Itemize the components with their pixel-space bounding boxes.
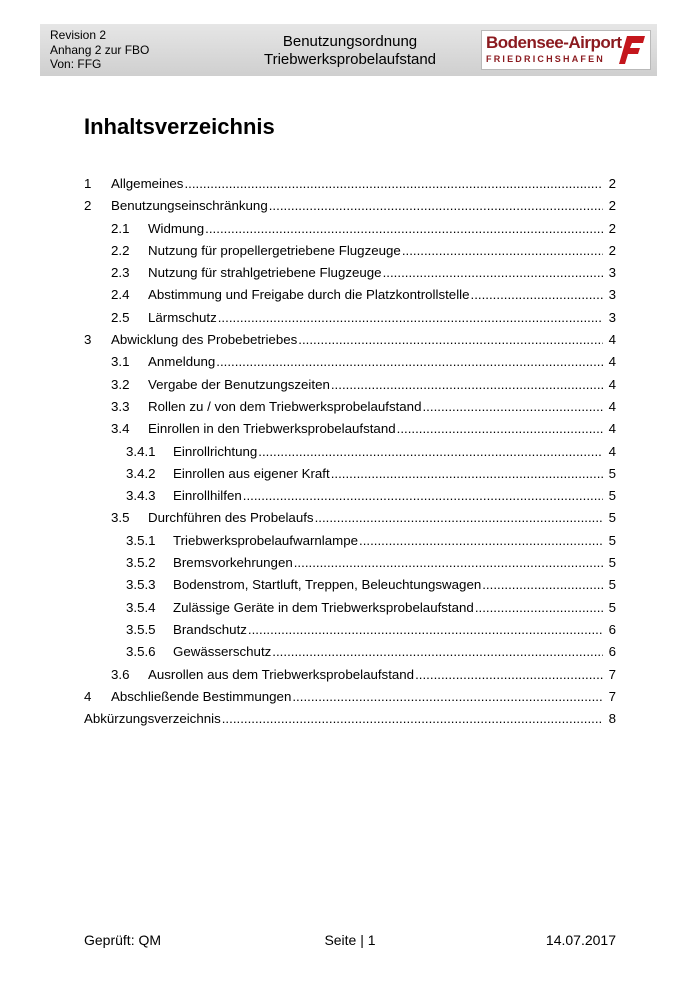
toc-entry-number: 1 [84,176,92,191]
toc-entry[interactable] [84,533,616,555]
toc-entry-page: 6 [608,644,616,660]
toc-entry[interactable] [84,198,616,220]
toc-entry-page: 5 [608,488,616,504]
toc-entry-number: 2.4 [111,287,130,303]
page-title: Inhaltsverzeichnis [84,114,275,139]
toc-dot-leader [248,622,603,637]
toc-entry[interactable] [84,354,616,376]
toc-entry[interactable] [84,265,616,287]
toc-dot-leader [269,198,603,213]
toc-entry[interactable] [84,176,616,198]
toc-entry-number: 4 [84,688,92,704]
toc-entry-label: Einrollrichtung [173,443,258,459]
toc-dot-leader [243,488,603,503]
toc-entry-page: 2 [608,242,616,258]
toc-entry-number: 3.5.4 [126,599,156,615]
toc-dot-leader [184,176,603,191]
toc-entry[interactable] [84,644,616,666]
toc-dot-leader [216,354,603,369]
toc-entry-page: 4 [608,354,616,370]
toc-entry-label: Bodenstrom, Startluft, Treppen, Beleuchtungswagen [173,577,482,593]
toc-dot-leader [292,689,603,704]
toc-entry[interactable] [84,421,616,443]
toc-entry-label: Rollen zu / von dem Triebwerksprobelaufstand [148,398,422,414]
toc-entry-number: 3.4.2 [126,465,156,481]
toc-entry-label: Abkürzungsverzeichnis [84,711,221,727]
toc-entry-page: 2 [608,176,616,191]
toc-dot-leader [258,444,603,459]
toc-entry-label: Ausrollen aus dem Triebwerksprobelaufstand [148,666,415,682]
checked-by: Geprüft: QM [84,932,162,948]
toc-entry-label: Widmung [148,220,205,236]
toc-entry-page: 3 [608,287,616,303]
toc-entry-number: 3 [84,332,92,348]
toc-entry-number: 3.4.1 [126,443,156,459]
header-meta [50,28,149,72]
toc-entry-page: 8 [608,711,616,727]
toc-entry[interactable] [84,667,616,689]
toc-entry-number: 3.5.2 [126,555,156,571]
toc-entry-label: Einrollen in den Triebwerksprobelaufstand [148,421,396,437]
toc-entry-label: Nutzung für propellergetriebene Flugzeuge [148,242,401,258]
toc-entry-page: 2 [608,220,616,236]
toc-entry-number: 3.3 [111,398,130,414]
toc-entry[interactable] [84,600,616,622]
logo-wordmark: Bodensee-Airport [486,33,622,52]
toc-entry-number: 3.5 [111,510,130,526]
toc-entry[interactable] [84,510,616,532]
toc-entry[interactable] [84,689,616,711]
toc-entry-label: Abschließende Bestimmungen [111,688,292,704]
airport-logo [481,30,651,70]
toc-entry-page: 5 [608,465,616,481]
toc-entry-page: 5 [608,532,616,548]
toc-entry-number: 3.6 [111,666,130,682]
toc-entry-page: 4 [608,332,616,348]
toc-entry-page: 5 [608,510,616,526]
toc-entry-page: 7 [608,688,616,704]
toc-entry[interactable] [84,221,616,243]
toc-entry-number: 2.2 [111,242,130,258]
toc-entry[interactable] [84,488,616,510]
toc-entry[interactable] [84,622,616,644]
author-label: Von: FFG [50,57,102,71]
toc-entry-label: Gewässerschutz [173,644,272,660]
toc-entry-page: 7 [608,666,616,682]
toc-entry-page: 3 [608,309,616,325]
toc-entry[interactable] [84,399,616,421]
toc-entry-page: 4 [608,376,616,392]
toc-entry[interactable] [84,711,616,733]
toc-dot-leader [475,600,603,615]
toc-dot-leader [218,310,603,325]
toc-entry-page: 5 [608,577,616,593]
toc-entry-number: 2.1 [111,220,130,236]
toc-entry-label: Durchführen des Probelaufs [148,510,314,526]
toc-dot-leader [272,644,603,659]
toc-entry-label: Lärmschutz [148,309,217,325]
toc-entry[interactable] [84,287,616,309]
toc-entry-label: Einrollen aus eigener Kraft [173,465,330,481]
toc-entry-number: 3.5.1 [126,532,156,548]
toc-entry[interactable] [84,332,616,354]
toc-entry-number: 2 [84,198,92,214]
toc-entry-label: Abstimmung und Freigabe durch die Platzkontrollstelle [148,287,470,303]
header-title [230,33,470,69]
toc-entry-label: Abwicklung des Probebetriebes [111,332,298,348]
toc-dot-leader [298,332,603,347]
annex-label: Anhang 2 zur FBO [50,42,150,57]
page-number: Seite | 1 [324,932,376,948]
toc-entry-number: 2.5 [111,309,130,325]
toc-dot-leader [402,243,603,258]
toc-dot-leader [482,577,603,592]
logo-f-icon [615,34,647,66]
toc-entry-number: 3.4 [111,421,130,437]
toc-dot-leader [397,421,603,436]
toc-dot-leader [471,287,603,302]
toc-entry-label: Brandschutz [173,621,247,637]
toc-entry-label: Bremsvorkehrungen [173,555,293,571]
toc-entry-label: Anmeldung [148,354,216,370]
toc-entry[interactable] [84,377,616,399]
toc-dot-leader [315,510,603,525]
toc-dot-leader [415,667,603,682]
header-title-line1: Benutzungsordnung [282,33,418,50]
toc-dot-leader [222,711,603,726]
document-header [40,24,657,76]
logo-subline: FRIEDRICHSHAFEN [486,54,606,64]
toc-entry-label: Einrollhilfen [173,488,242,504]
toc-entry-number: 3.2 [111,376,130,392]
toc-dot-leader [205,221,603,236]
document-date: 14.07.2017 [545,932,616,948]
toc-entry[interactable] [84,243,616,265]
toc-entry-number: 3.5.5 [126,621,156,637]
toc-entry[interactable] [84,555,616,577]
toc-entry[interactable] [84,444,616,466]
toc-entry-page: 2 [608,198,616,214]
toc-entry-label: Benutzungseinschränkung [111,198,268,214]
toc-entry-label: Vergabe der Benutzungszeiten [148,376,330,392]
toc-entry-number: 3.5.3 [126,577,156,593]
toc-entry-page: 4 [608,443,616,459]
toc-entry-number: 2.3 [111,265,130,281]
toc-entry-page: 5 [608,555,616,571]
toc-dot-leader [331,377,603,392]
toc-dot-leader [331,466,603,481]
toc-entry-page: 4 [608,421,616,437]
header-title-line2: Triebwerksprobelaufstand [263,51,437,68]
toc-entry-label: Allgemeines [111,176,184,191]
toc-entry-number: 3.5.6 [126,644,156,660]
toc-dot-leader [359,533,603,548]
toc-entry-number: 3.4.3 [126,488,156,504]
table-of-contents [84,176,616,733]
toc-entry-page: 4 [608,398,616,414]
toc-entry[interactable] [84,577,616,599]
toc-entry-label: Nutzung für strahlgetriebene Flugzeuge [148,265,382,281]
toc-entry-page: 5 [608,599,616,615]
toc-dot-leader [422,399,603,414]
toc-dot-leader [383,265,603,280]
toc-dot-leader [294,555,603,570]
toc-entry[interactable] [84,466,616,488]
toc-entry[interactable] [84,310,616,332]
toc-entry-label: Zulässige Geräte in dem Triebwerksprobelaufstand [173,599,474,615]
toc-entry-page: 3 [608,265,616,281]
toc-entry-number: 3.1 [111,354,130,370]
toc-entry-label: Triebwerksprobelaufwarnlampe [173,532,359,548]
toc-entry-page: 6 [608,621,616,637]
revision-label: Revision 2 [50,28,107,42]
